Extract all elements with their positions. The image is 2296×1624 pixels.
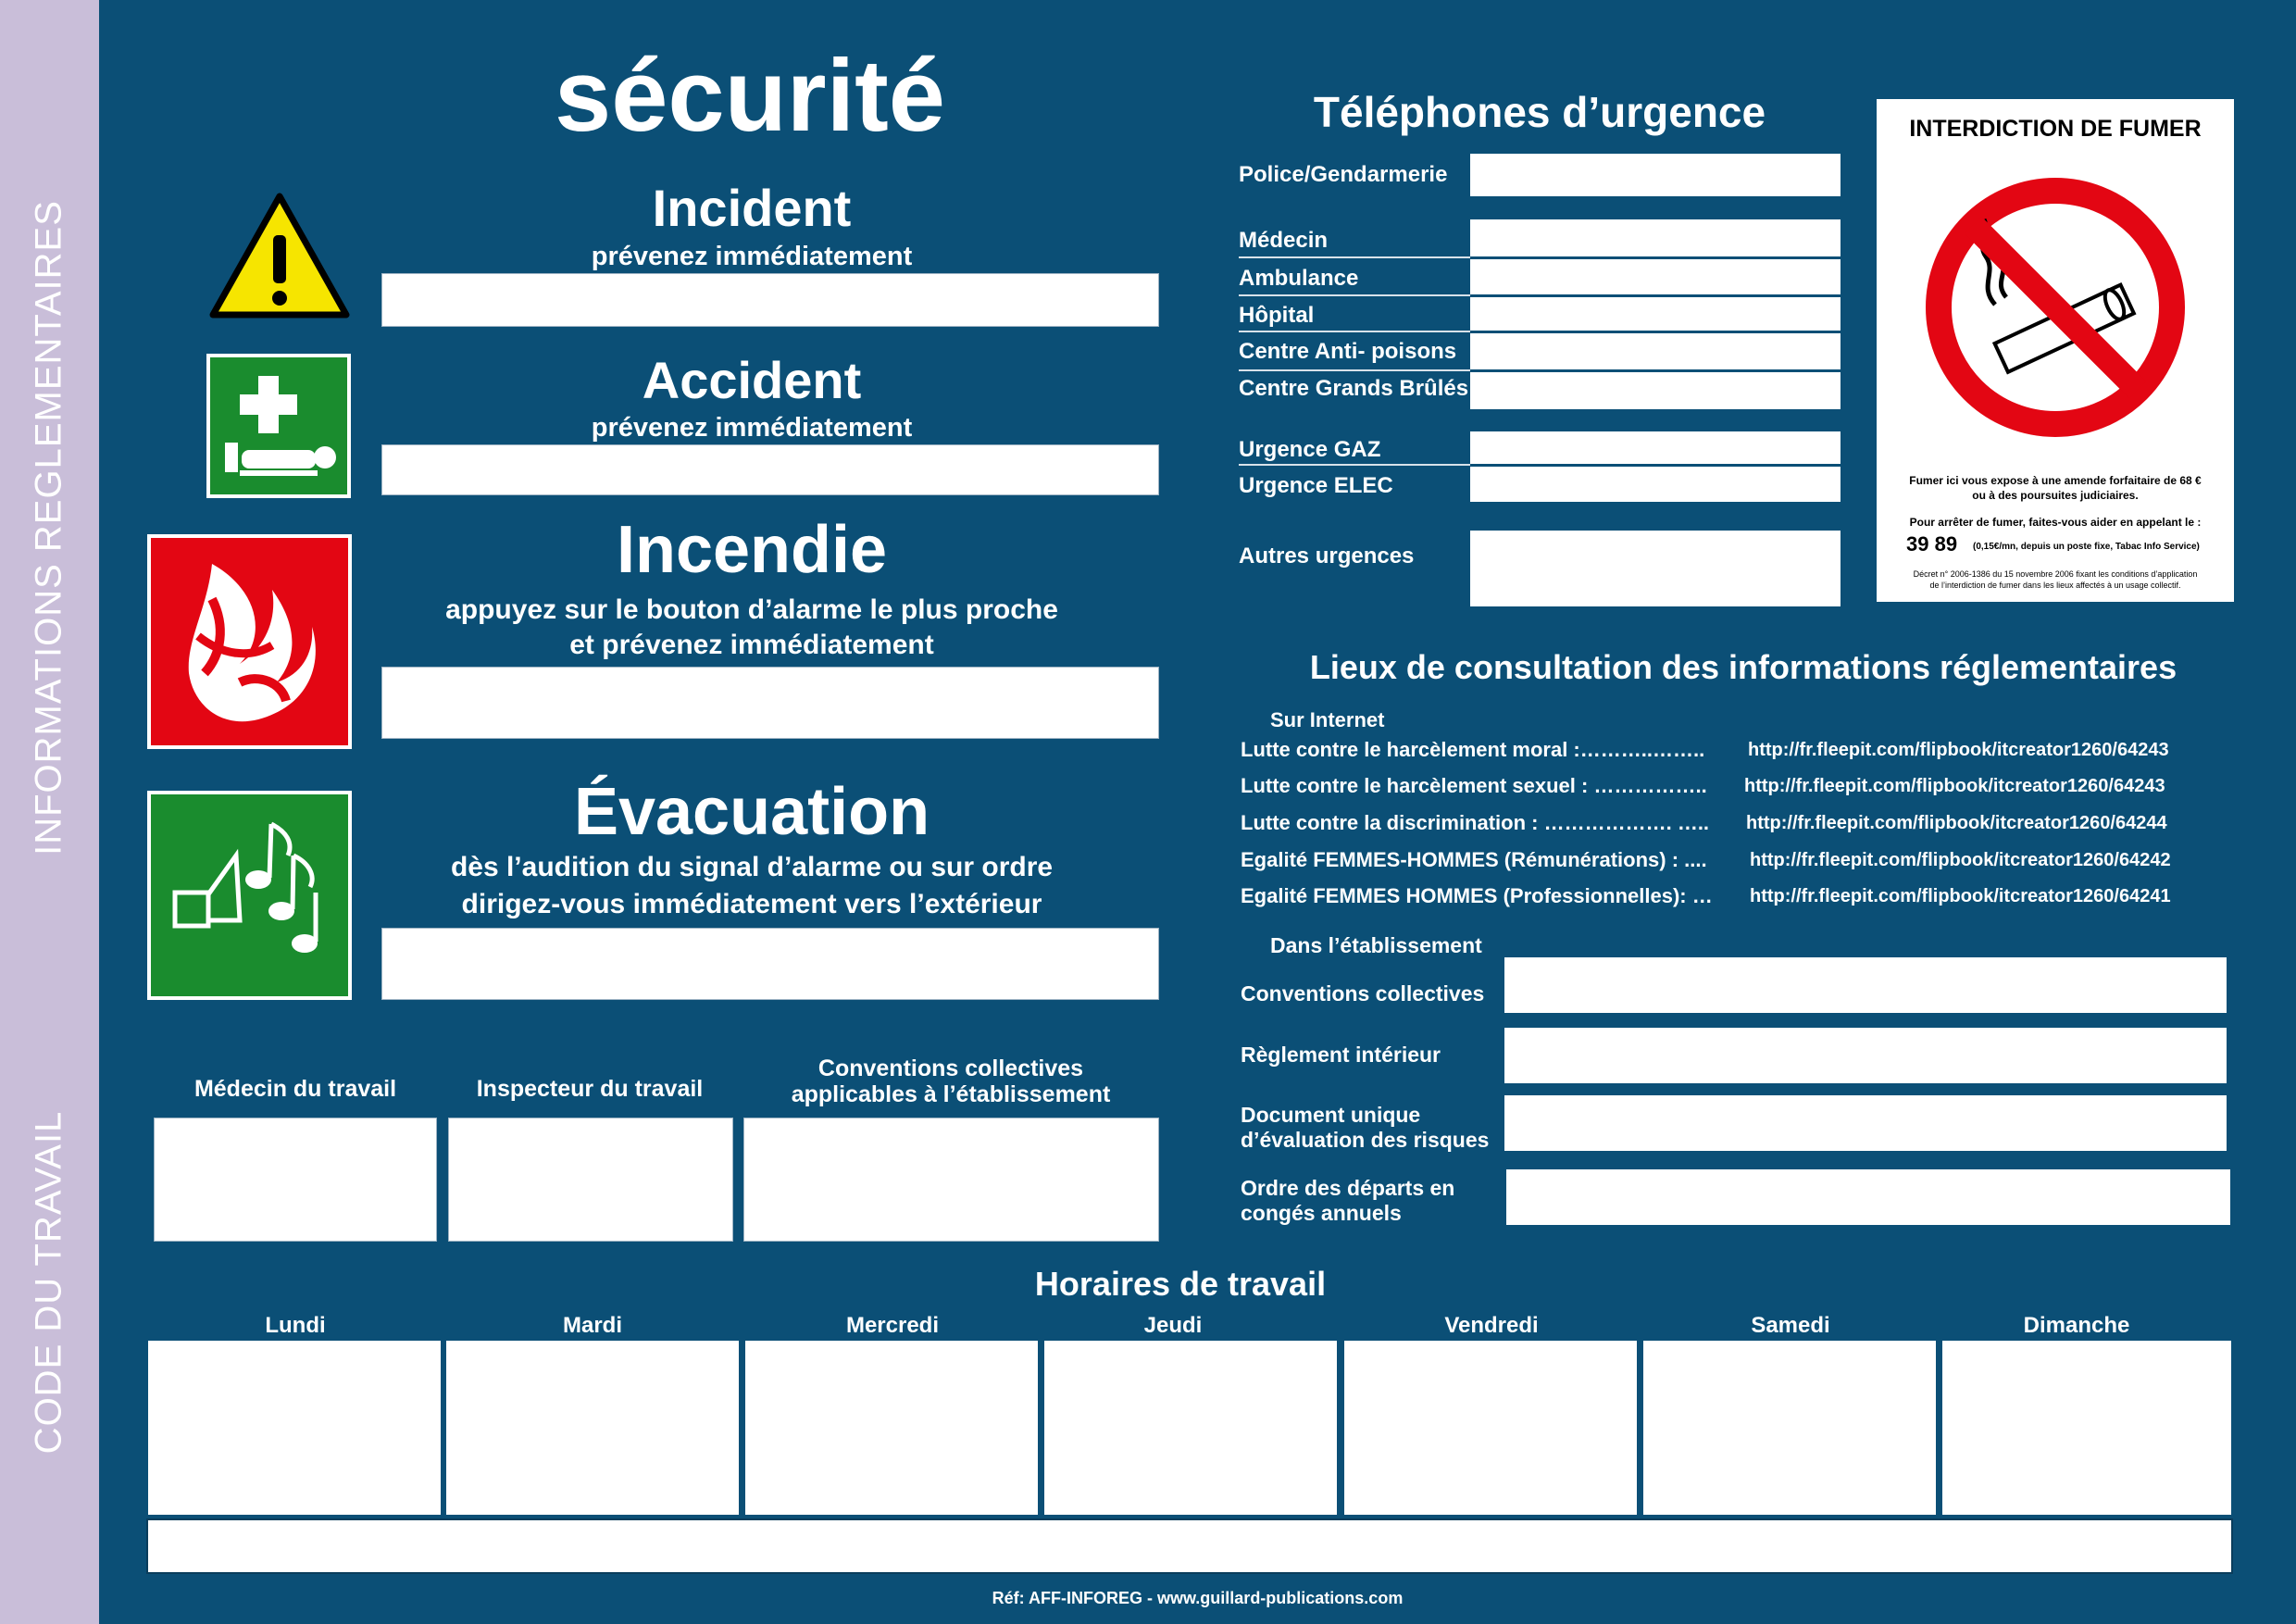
establishment-field-document[interactable] (1504, 1095, 2227, 1151)
phone-label-autres: Autres urgences (1239, 543, 1415, 568)
phone-label-antipoisons: Centre Anti- poisons (1239, 339, 1457, 364)
incendie-line1: appuyez sur le bouton d’alarme le plus proche (445, 594, 1058, 625)
day-label-dimanche: Dimanche (2023, 1313, 2130, 1338)
day-label-mercredi: Mercredi (845, 1313, 940, 1338)
internet-label-3: Lutte contre la discrimination : ………………. ….. (1241, 811, 1710, 834)
establishment-heading: Dans l’établissement (1270, 933, 1482, 957)
phone-field-grands-brules[interactable] (1470, 372, 1841, 409)
sign-number-note: (0,15€/mn, depuis un poste fixe, Tabac Info Service) (1973, 542, 2200, 552)
conventions-label-line2: applicables à l’établissement (791, 1081, 1111, 1107)
no-smoking-icon (1923, 175, 2188, 440)
internet-url-3[interactable]: http://fr.fleepit.com/flipbook/itcreator1260/64244 (1746, 813, 2167, 833)
evacuation-line2: dirigez-vous immédiatement vers l’extérieur (461, 889, 1042, 919)
footer-reference: Réf: AFF-INFOREG - www.guillard-publications.com (992, 1589, 1404, 1607)
schedule-cell-dimanche[interactable] (1942, 1341, 2231, 1515)
schedule-cell-mardi[interactable] (446, 1341, 739, 1515)
internet-url-5[interactable]: http://fr.fleepit.com/flipbook/itcreator1260/64241 (1750, 886, 2171, 906)
evacuation-line1: dès l’audition du signal d’alarme ou sur ordre (450, 852, 1054, 882)
warning-icon (207, 191, 352, 320)
regulatory-title: Lieux de consultation des informations réglementaires (1309, 648, 2177, 686)
sign-decree-line2: de l’interdiction de fumer dans les lieux affectés à un usage collectif. (1929, 581, 2181, 590)
schedule-cell-mercredi[interactable] (745, 1341, 1038, 1515)
sidebar-label-bottom: CODE DU TRAVAIL (28, 1110, 69, 1455)
schedule-cell-lundi[interactable] (148, 1341, 441, 1515)
internet-label-1: Lutte contre le harcèlement moral :………..…….. (1241, 738, 1705, 761)
conventions-label-line1: Conventions collectives (817, 1056, 1084, 1081)
inspecteur-travail-label: Inspecteur du travail (476, 1076, 704, 1102)
phone-label-medecin: Médecin (1239, 228, 1329, 253)
phone-label-elec: Urgence ELEC (1239, 473, 1393, 498)
sign-phone-number: 39 89 (1906, 532, 1958, 556)
conventions-label (743, 1056, 1158, 1107)
establishment-field-conges[interactable] (1506, 1169, 2230, 1225)
establishment-field-conventions[interactable] (1504, 957, 2227, 1013)
sign-decree-line1: Décret n° 2006-1386 du 15 novembre 2006 fixant les conditions d’application (1913, 569, 2198, 579)
evacuation-field[interactable] (381, 928, 1159, 1000)
phone-field-elec[interactable] (1470, 467, 1841, 502)
phone-label-gaz: Urgence GAZ (1239, 437, 1381, 462)
phone-field-antipoisons[interactable] (1470, 333, 1841, 369)
fire-icon (147, 534, 352, 749)
inspecteur-travail-field[interactable] (448, 1118, 733, 1242)
no-smoking-sign (1877, 99, 2234, 602)
accident-title: Accident (642, 351, 862, 409)
phone-label-grands-brules: Centre Grands Brûlés (1239, 376, 1469, 401)
phone-label-police: Police/Gendarmerie (1239, 162, 1448, 187)
incendie-line2: et prévenez immédiatement (569, 630, 934, 660)
internet-label-4: Egalité FEMMES-HOMMES (Rémunérations) : .... (1241, 848, 1707, 871)
evacuation-alarm-icon (147, 791, 352, 1000)
conventions-field[interactable] (743, 1118, 1159, 1242)
sign-title: INTERDICTION DE FUMER (1909, 116, 2202, 142)
schedule-cell-samedi[interactable] (1643, 1341, 1936, 1515)
incendie-title: Incendie (616, 513, 888, 587)
sign-help-text: Pour arrêter de fumer, faites-vous aider en appelant le : (1909, 516, 2202, 529)
incendie-field[interactable] (381, 667, 1159, 739)
phone-field-autres[interactable] (1470, 531, 1841, 606)
phone-field-medecin[interactable] (1470, 219, 1841, 256)
medecin-travail-field[interactable] (154, 1118, 437, 1242)
phone-field-police[interactable] (1470, 154, 1841, 196)
sidebar (0, 0, 99, 1624)
divider (1239, 331, 1470, 332)
sign-fine-line2: ou à des poursuites judiciaires. (1972, 489, 2139, 502)
sign-fine-line1: Fumer ici vous expose à une amende forfaitaire de 68 € (1909, 474, 2202, 487)
medecin-travail-label: Médecin du travail (193, 1076, 397, 1102)
divider (1239, 294, 1470, 296)
internet-url-4[interactable]: http://fr.fleepit.com/flipbook/itcreator1260/64242 (1750, 850, 2171, 870)
accident-field[interactable] (381, 444, 1159, 495)
evacuation-title: Évacuation (573, 775, 930, 849)
day-label-jeudi: Jeudi (1143, 1313, 1203, 1338)
establishment-label-conges-line1: Ordre des départs en (1241, 1176, 1455, 1200)
phone-field-hopital[interactable] (1470, 297, 1841, 331)
phones-title: Téléphones d’urgence (1313, 88, 1766, 136)
establishment-label-document-line1: Document unique (1241, 1103, 1421, 1127)
day-label-lundi: Lundi (265, 1313, 326, 1338)
establishment-label-conventions: Conventions collectives (1241, 981, 1485, 1006)
internet-heading: Sur Internet (1270, 708, 1385, 731)
phone-label-hopital: Hôpital (1239, 303, 1315, 328)
incident-field[interactable] (381, 273, 1159, 327)
schedule-cell-jeudi[interactable] (1044, 1341, 1337, 1515)
day-label-mardi: Mardi (562, 1313, 622, 1338)
internet-label-2: Lutte contre le harcèlement sexuel : …………….. (1241, 774, 1707, 797)
establishment-field-reglement[interactable] (1504, 1028, 2227, 1083)
internet-url-1[interactable]: http://fr.fleepit.com/flipbook/itcreator1260/64243 (1748, 740, 2169, 760)
divider (1239, 369, 1470, 371)
sidebar-label-top: INFORMATIONS REGLEMENTAIRES (28, 200, 69, 856)
internet-label-5: Egalité FEMMES HOMMES (Professionnelles): … (1241, 884, 1713, 907)
schedule-cell-vendredi[interactable] (1344, 1341, 1637, 1515)
accident-subtitle: prévenez immédiatement (591, 413, 913, 443)
divider (1239, 464, 1470, 466)
first-aid-icon (206, 354, 351, 498)
establishment-label-document-line2: d’évaluation des risques (1241, 1128, 1490, 1152)
day-label-samedi: Samedi (1751, 1313, 1830, 1338)
schedule-title: Horaires de travail (1034, 1265, 1327, 1303)
internet-url-2[interactable]: http://fr.fleepit.com/flipbook/itcreator1260/64243 (1744, 776, 2165, 796)
establishment-label-conges-line2: congés annuels (1241, 1201, 1402, 1225)
page-title: sécurité (555, 39, 945, 153)
phone-field-ambulance[interactable] (1470, 259, 1841, 294)
incident-title: Incident (652, 179, 852, 237)
phone-field-gaz[interactable] (1470, 431, 1841, 464)
schedule-notes-field[interactable] (146, 1518, 2233, 1574)
day-label-vendredi: Vendredi (1444, 1313, 1539, 1338)
divider (1239, 256, 1470, 258)
establishment-label-reglement: Règlement intérieur (1241, 1043, 1441, 1067)
incident-subtitle: prévenez immédiatement (591, 242, 913, 271)
phone-label-ambulance: Ambulance (1239, 266, 1359, 291)
